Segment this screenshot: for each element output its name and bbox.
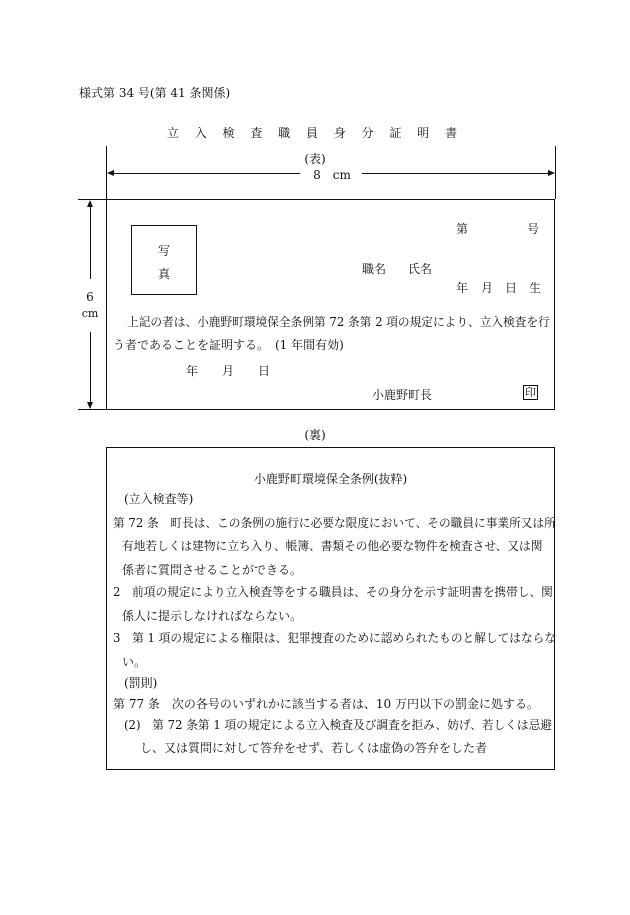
height-number: 6	[86, 290, 94, 304]
paragraph-3-line-1: 3 第 1 項の規定による権限は、犯罪捜査のために認められたものと解してはならな	[113, 631, 557, 645]
width-dimension-line-left	[110, 173, 300, 174]
birth-day-label: 日	[505, 281, 518, 295]
width-arrow-left-icon	[107, 170, 114, 176]
height-arrow-down-icon	[87, 402, 93, 409]
seal-mark: 印	[525, 386, 536, 399]
width-arrow-right-icon	[548, 170, 555, 176]
article-72-line-2: 有地若しくは建物に立ち入り、帳簿、書類その他必要な物件を検査させ、又は関	[122, 539, 543, 553]
back-side-label: (裏)	[304, 428, 326, 442]
number-label-prefix: 第	[456, 222, 469, 236]
form-number: 様式第 34 号(第 41 条関係)	[79, 86, 231, 100]
height-dimension-line-bottom	[90, 332, 91, 406]
document-title: 立 入 検 査 職 員 身 分 証 明 書	[166, 126, 464, 140]
photo-char-1: 写	[157, 244, 170, 258]
issuer-title: 小鹿野町長	[372, 388, 433, 402]
width-extension-right	[555, 146, 556, 199]
job-title-label: 職名	[362, 262, 387, 276]
width-dimension-line-right	[362, 173, 552, 174]
height-unit: cm	[81, 307, 99, 320]
heading-penalty: (罰則)	[124, 676, 158, 690]
article-72-line-1: 第 72 条 町長は、この条例の施行に必要な限度において、その職員に事業所又は所	[113, 516, 556, 530]
article-77-line-1: 第 77 条 次の各号のいずれかに該当する者は、10 万円以下の罰金に処する。	[113, 697, 539, 711]
heading-inspection: (立入検査等)	[124, 492, 194, 506]
issue-year-label: 年	[186, 364, 199, 378]
certification-line-2: う者であることを証明する。 (1 年間有効)	[113, 338, 344, 352]
item-2-line-2: し、又は質問に対して答弁をせず、若しくは虚偽の答弁をした者	[140, 741, 488, 755]
paragraph-2-line-2: 係人に提示しなければならない。	[122, 609, 303, 623]
photo-char-2: 真	[157, 267, 170, 281]
certification-line-1: 上記の者は、小鹿野町環境保全条例第 72 条第 2 項の規定により、立入検査を行	[127, 315, 550, 329]
ordinance-title: 小鹿野町環境保全条例(抜粋)	[253, 472, 408, 486]
article-72-line-3: 係者に質問させることができる。	[122, 563, 303, 577]
paragraph-2-line-1: 2 前項の規定により立入検査等をする職員は、その身分を示す証明書を携帯し、関	[113, 585, 553, 599]
birth-year-label: 年	[456, 281, 469, 295]
front-side-label: (表)	[304, 152, 326, 166]
item-2-line-1: (2) 第 72 条第 1 項の規定による立入検査及び調査を拒み、妨げ、若しくは忌避	[124, 718, 552, 732]
height-dimension-line-top	[90, 203, 91, 279]
photo-box	[131, 225, 197, 295]
height-arrow-up-icon	[87, 200, 93, 207]
issue-day-label: 日	[258, 364, 271, 378]
height-extension-bottom	[78, 409, 106, 410]
number-label-suffix: 号	[527, 222, 540, 236]
paragraph-3-line-2: い。	[122, 655, 147, 669]
birth-month-label: 月	[481, 281, 494, 295]
issue-month-label: 月	[222, 364, 235, 378]
width-label: 8 cm	[313, 168, 351, 182]
name-label: 氏名	[408, 262, 433, 276]
birth-suffix-label: 生	[529, 281, 542, 295]
